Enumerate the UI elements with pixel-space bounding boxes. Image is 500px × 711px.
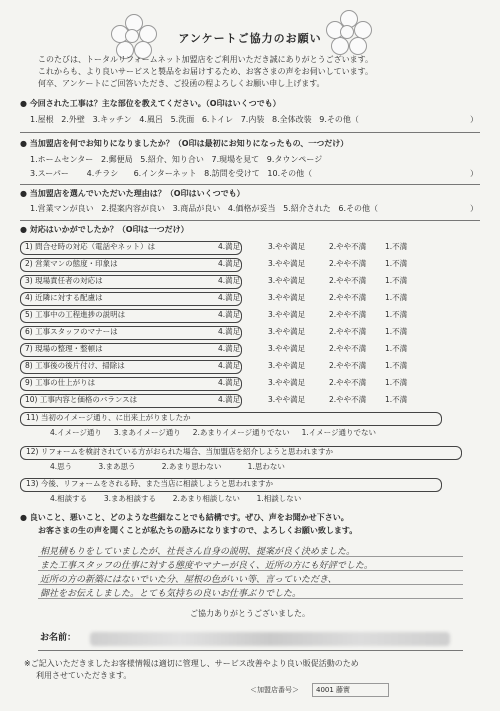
option[interactable]: 2.あまり思わない [161, 462, 222, 471]
q4-scale-option[interactable]: 3.やや満足 [268, 395, 306, 404]
option[interactable]: 1.ホームセンター [30, 155, 94, 164]
option[interactable]: 5.洗面 [170, 115, 195, 124]
option[interactable]: 1.思わない [247, 462, 285, 471]
q4-scale-option[interactable]: 4.満足 [218, 361, 241, 370]
q4-row [20, 309, 480, 322]
q4-scale-option[interactable]: 4.満足 [218, 327, 241, 336]
name-label: お名前： [40, 633, 77, 643]
q4-scale-option[interactable]: 4.満足 [218, 259, 241, 268]
q4-scale-option[interactable]: 4.満足 [218, 242, 241, 251]
q4-scale-option[interactable]: 3.やや満足 [268, 344, 306, 353]
option[interactable]: 3.まあイメージ通り [113, 428, 181, 437]
q4-row [20, 275, 480, 288]
q4-scale-option[interactable]: 2.やや不満 [329, 310, 367, 319]
option[interactable]: 1.屋根 [30, 115, 54, 124]
option[interactable]: 2.提案内容が良い [101, 204, 165, 213]
q4-scale-option[interactable]: 3.やや満足 [268, 378, 306, 387]
q2-heading: ● 当加盟店を何でお知りになりましたか？（O印は最初にお知りになったもの、一つだけ） [20, 139, 349, 148]
option[interactable]: 3.スーパー [30, 169, 69, 178]
q2-row1 [30, 154, 322, 165]
q4-scale-option[interactable]: 4.満足 [218, 344, 241, 353]
option[interactable]: 2.郵便局 [100, 155, 133, 164]
q3-options [30, 203, 378, 214]
option[interactable]: 5.紹介された [283, 204, 331, 213]
q4-scale-option[interactable]: 2.やや不満 [329, 361, 367, 370]
option[interactable]: 2.あまりイメージ通りでない [192, 428, 290, 437]
q4-scale-option[interactable]: 2.やや不満 [329, 293, 367, 302]
option[interactable]: 4.価格が妥当 [227, 204, 276, 213]
option[interactable]: 8.訪問を受けて [204, 169, 260, 178]
page-title: アンケートご協力のお願い [178, 32, 322, 45]
q12-heading: 12) リフォームを検討されている方がおられた場合、当加盟店を紹介しようと思われますか [26, 447, 333, 456]
paren-close: ） [470, 115, 478, 124]
q4-scale-option[interactable]: 3.やや満足 [268, 259, 306, 268]
option[interactable]: 6.トイレ [201, 115, 234, 124]
q4-row [20, 326, 480, 339]
q4-scale-option[interactable]: 4.満足 [218, 395, 241, 404]
option[interactable]: 8.全体改装 [272, 115, 312, 124]
q11-options [50, 428, 376, 438]
option[interactable]: 1.相談しない [256, 494, 302, 503]
q4-scale-option[interactable]: 2.やや不満 [329, 327, 367, 336]
q4-row [20, 241, 480, 254]
member-label: ＜加盟店番号＞ [250, 686, 299, 694]
option[interactable]: 1.イメージ通りでない [301, 428, 377, 437]
option[interactable]: 4.風呂 [139, 115, 163, 124]
q4-scale-option[interactable]: 2.やや不満 [329, 344, 367, 353]
q4-scale-option[interactable]: 2.やや不満 [329, 395, 367, 404]
option[interactable]: 2.あまり相談しない [172, 494, 240, 503]
q11-heading: 11) 当初のイメージ通り、に出来上がりましたか [26, 413, 191, 422]
paren-close: ） [470, 204, 478, 213]
q4-row-label: 1) 問合せ時の対応（電話やネット）は [25, 242, 156, 251]
option[interactable]: 7.現場を見て [211, 155, 260, 164]
option[interactable]: 9.タウンページ [266, 155, 323, 164]
q4-scale-option[interactable]: 3.やや満足 [268, 361, 306, 370]
q4-scale-option[interactable]: 1.不満 [385, 310, 408, 319]
q4-scale-option[interactable]: 2.やや不満 [329, 242, 367, 251]
free-heading: ● 良いこと、悪いこと、どのような些細なことでも結構です。ぜひ、声をお聞かせ下さい。 [20, 513, 349, 522]
footer-note: 利用させていただきます。 [36, 671, 132, 680]
q4-row [20, 292, 480, 305]
q4-scale-option[interactable]: 2.やや不満 [329, 378, 367, 387]
q4-row-label: 4) 近隣に対する配慮は [25, 293, 103, 302]
q4-scale-option[interactable]: 1.不満 [385, 259, 408, 268]
q4-scale-option[interactable]: 3.やや満足 [268, 327, 306, 336]
q13-heading: 13) 今後、リフォームをされる時、また当店に相談しようと思われますか [26, 479, 273, 488]
q4-row [20, 258, 480, 271]
handwritten-line: 近所の方の新築にはないでいた分、屋根の色がいい等、言っていただき、 [40, 575, 337, 585]
q4-scale-option[interactable]: 1.不満 [385, 361, 408, 370]
footer-note: ※ご記入いただきましたお客様情報は適切に管理し、サービス改善やより良い販促活動のため [24, 659, 359, 668]
q4-row-label: 7) 現場の整理・整頓は [25, 344, 103, 353]
q4-scale-option[interactable]: 2.やや不満 [329, 276, 367, 285]
q4-scale-option[interactable]: 1.不満 [385, 242, 408, 251]
q4-scale-option[interactable]: 4.満足 [218, 276, 241, 285]
q4-heading: ● 対応はいかがでしたか？（O印は一つだけ） [20, 225, 189, 234]
option[interactable]: 4.思う [50, 462, 73, 471]
option[interactable]: 1.営業マンが良い [30, 204, 94, 213]
q1-heading: ● 今回された工事は？主な部位を教えてください。（O印はいくつでも） [20, 99, 281, 108]
option[interactable]: 3.まあ相談する [103, 494, 157, 503]
free-heading-2: お客さまの生の声を聞くことが私たちの励みになりますので、よろしくお願い致します。 [38, 526, 358, 535]
q4-row [20, 394, 480, 407]
q4-scale-option[interactable]: 1.不満 [385, 344, 408, 353]
q4-scale-option[interactable]: 1.不満 [385, 276, 408, 285]
option[interactable]: 4.チラシ [86, 169, 119, 178]
q4-scale-option[interactable]: 3.やや満足 [268, 242, 306, 251]
handwritten-line: また工事スタッフの仕事に対する態度やマナーが良く、近所の方にも好評でした。 [40, 561, 373, 571]
member-value: 4001 藤實 [316, 686, 351, 694]
option[interactable]: 4.相談する [50, 494, 88, 503]
q4-row-label: 2) 営業マンの態度・印象は [25, 259, 118, 268]
q4-scale-option[interactable]: 1.不満 [385, 378, 408, 387]
q4-scale-option[interactable]: 3.やや満足 [268, 310, 306, 319]
intro-line: このたびは、トータルリフォームネット加盟店をご利用いただき誠にありがとうございます。 [38, 55, 373, 64]
option[interactable]: 7.内装 [240, 115, 265, 124]
option[interactable]: 9.その他（ [319, 115, 359, 124]
q4-scale-option[interactable]: 3.やや満足 [268, 276, 306, 285]
intro-line: これからも、より良いサービスと製品をお届けするため、お客さまの声をお伺いしています。 [38, 67, 374, 76]
q4-row [20, 360, 480, 373]
q4-row [20, 377, 480, 390]
handwritten-line: 御社をお伝えしました。とても気持ちの良いお仕事ぶりでした。 [40, 589, 302, 599]
q4-row-label: 10) 工事内容と価格のバランスは [25, 395, 138, 404]
q4-row-label: 5) 工事中の工程進捗の説明は [25, 310, 126, 319]
q4-row-label: 8) 工事後の後片付け、掃除は [25, 361, 125, 370]
paren-close: ） [470, 169, 478, 178]
q13-options [50, 494, 301, 504]
option[interactable]: 3.商品が良い [172, 204, 221, 213]
q3-heading: ● 当加盟店を選んでいただいた理由は？（O印はいくつでも） [20, 189, 245, 198]
q4-scale-option[interactable]: 4.満足 [218, 293, 241, 302]
handwritten-line: 相見積もりをしていましたが、社長さん自身の説明、提案が良く決めました。 [40, 547, 356, 557]
name-field-redacted [90, 632, 450, 646]
option[interactable]: 2.外壁 [61, 115, 85, 124]
q1-options [30, 114, 359, 125]
q4-scale-option[interactable]: 1.不満 [385, 293, 408, 302]
intro-line: 何卒、アンケートにご回答いただき、ご投函の程よろしくお願い申し上げます。 [38, 79, 325, 88]
option[interactable]: 3.キッチン [92, 115, 132, 124]
q4-row-label: 9) 工事の仕上がりは [25, 378, 96, 387]
option[interactable]: 3.まあ思う [98, 462, 136, 471]
option[interactable]: 6.インターネット [133, 169, 197, 178]
option[interactable]: 6.その他（ [338, 204, 379, 213]
q4-row-label: 3) 現場責任者の対応は [25, 276, 103, 285]
option[interactable]: 4.イメージ通り [50, 428, 102, 437]
q4-row-label: 6) 工事スタッフのマナーは [25, 327, 118, 336]
q4-scale-option[interactable]: 1.不満 [385, 327, 408, 336]
option[interactable]: 10.その他（ [267, 169, 313, 178]
q4-scale-option[interactable]: 4.満足 [218, 310, 241, 319]
q4-scale-option[interactable]: 3.やや満足 [268, 293, 306, 302]
q4-scale-option[interactable]: 1.不満 [385, 395, 408, 404]
q12-options [50, 462, 285, 472]
q4-scale-option[interactable]: 2.やや不満 [329, 259, 367, 268]
q4-row [20, 343, 480, 356]
q4-scale-option[interactable]: 4.満足 [218, 378, 241, 387]
option[interactable]: 5.紹介、知り合い [140, 155, 204, 164]
q2-row2 [30, 168, 312, 179]
thanks-text: ご協力ありがとうございました。 [190, 609, 310, 618]
